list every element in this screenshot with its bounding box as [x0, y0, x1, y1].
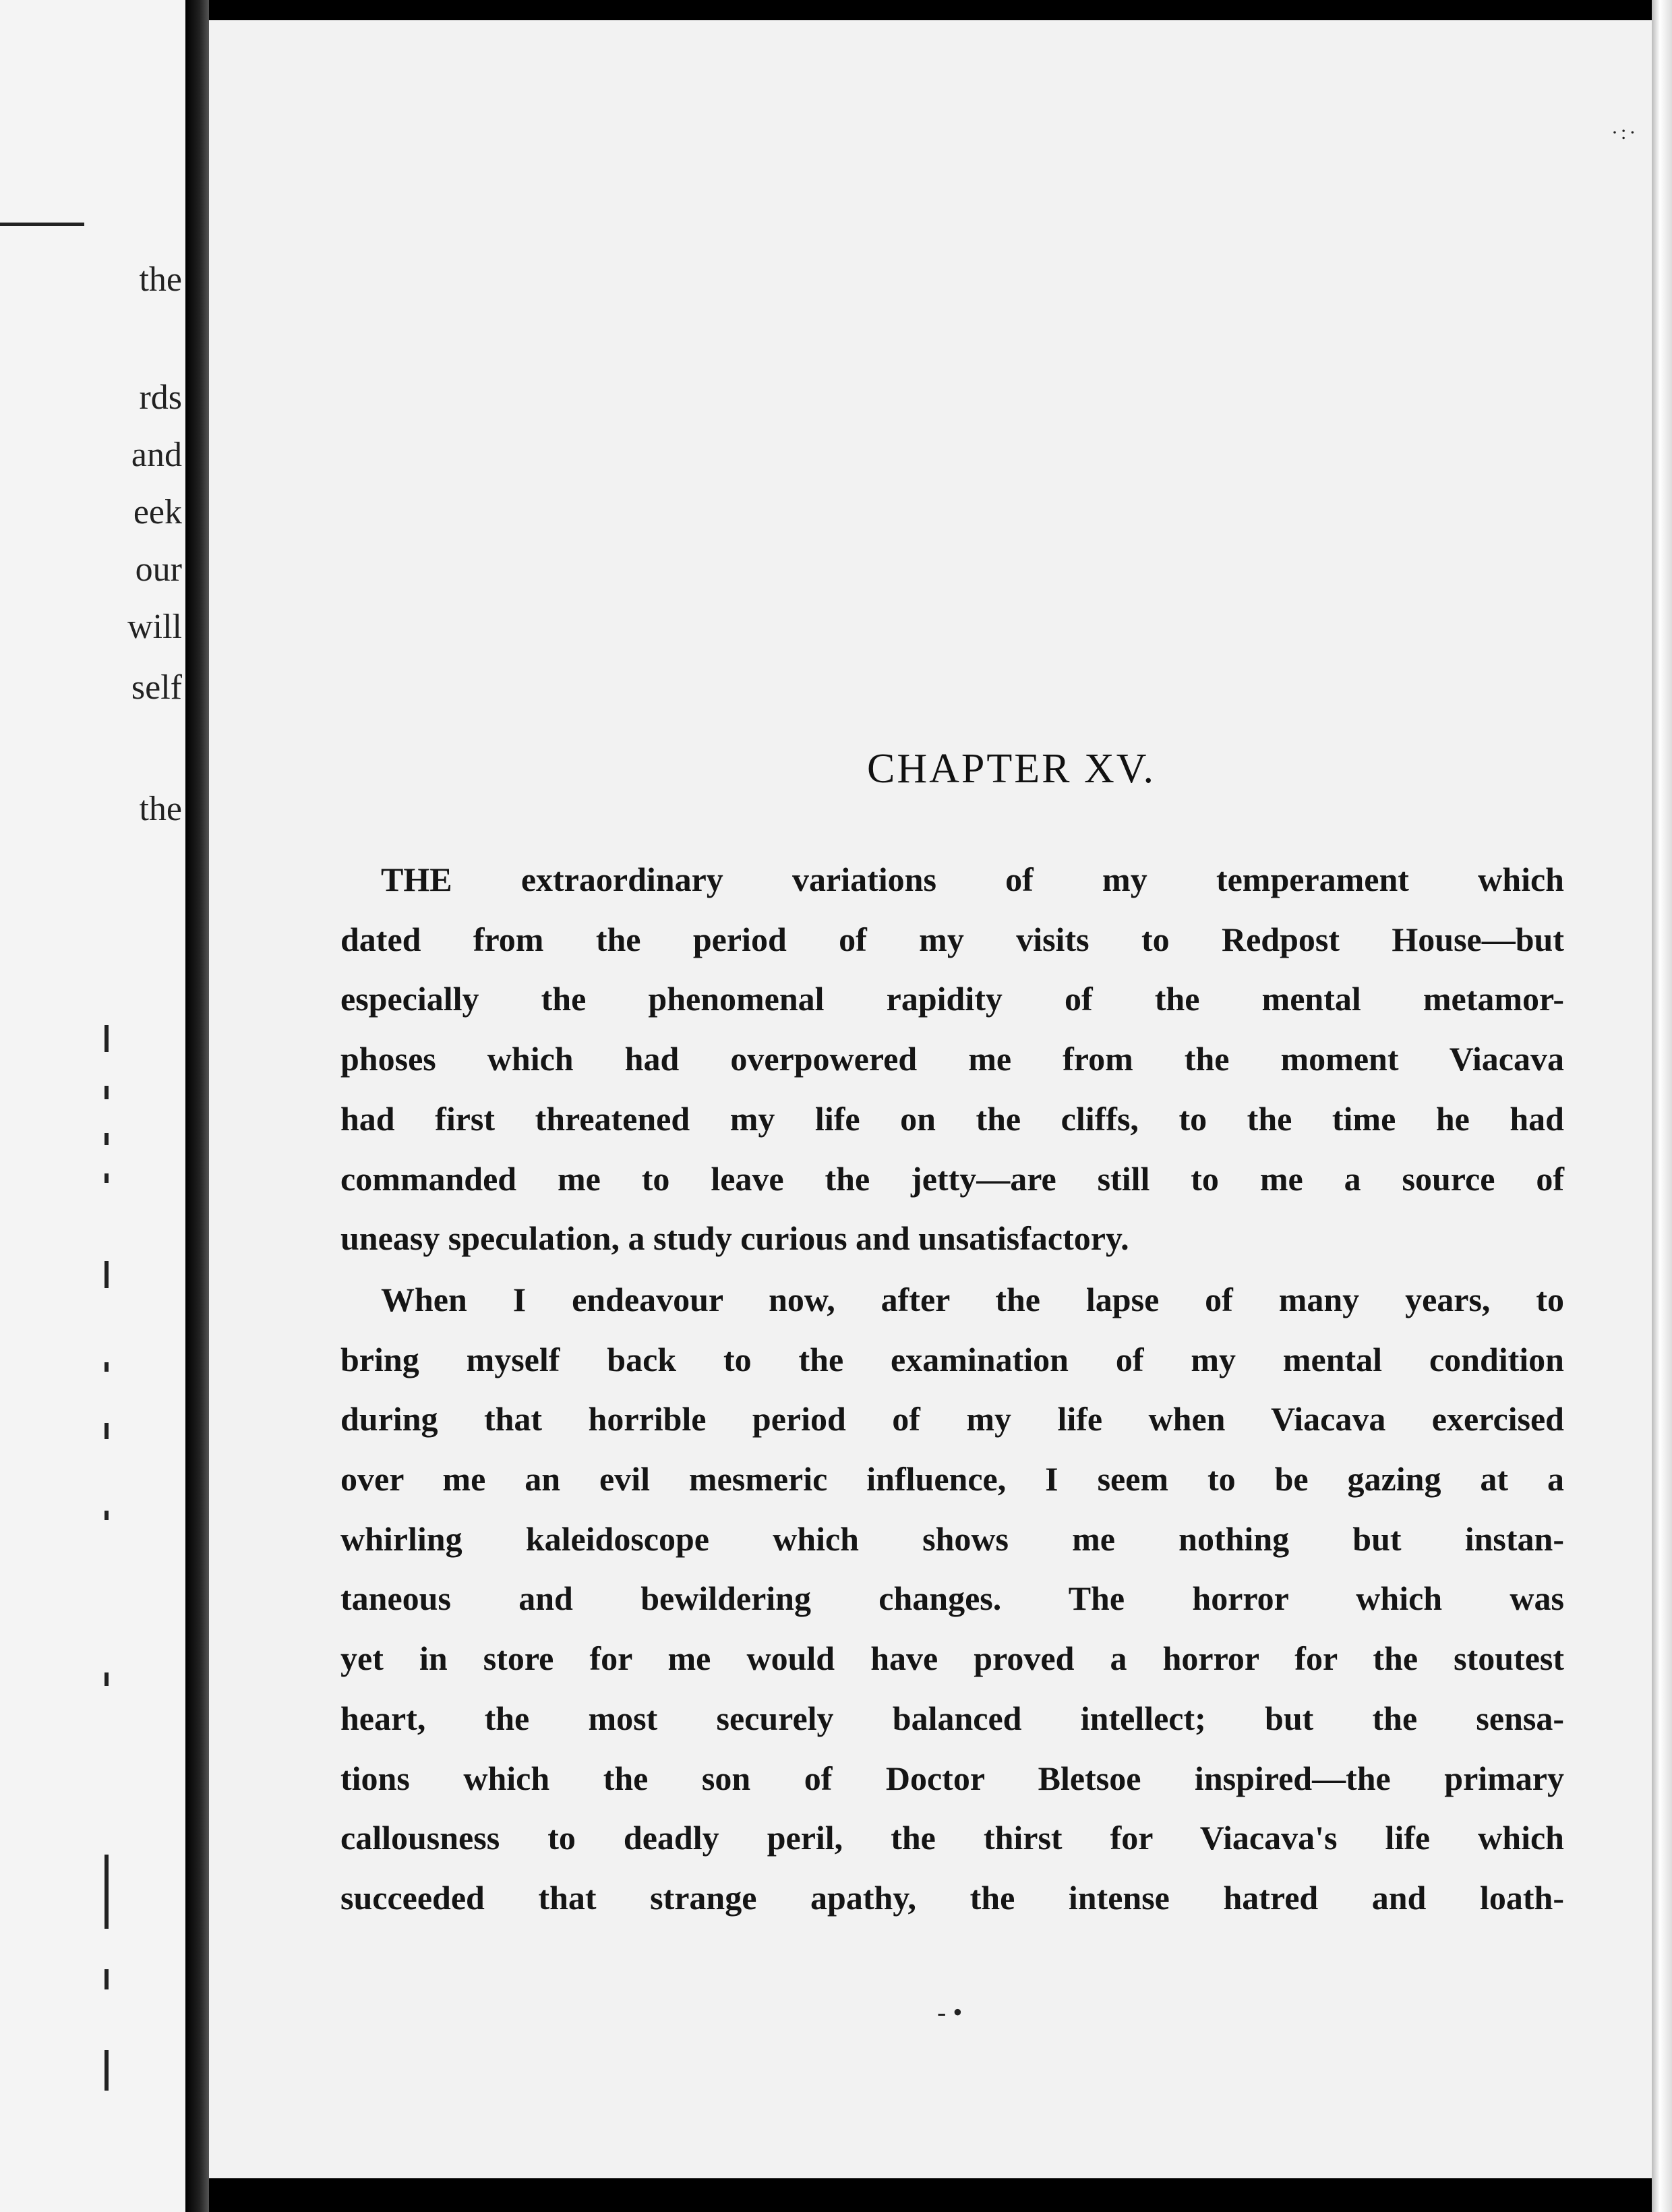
text-line: dated from the period of my visits to Redpost House—but	[340, 920, 1564, 958]
book-page	[209, 20, 1652, 2178]
page-edge	[1652, 0, 1672, 2212]
text-line: When I endeavour now, after the lapse of many years, to	[381, 1280, 1564, 1318]
text-line: heart, the most securely balanced intellect; but the sensa-	[340, 1699, 1564, 1737]
previous-page-fragment: will	[127, 608, 182, 646]
text-line: over me an evil mesmeric influence, I seem to be gazing at a	[340, 1460, 1564, 1498]
footer-marks: - •	[937, 1997, 963, 2027]
previous-page-rule	[0, 223, 84, 226]
paragraph-1	[340, 850, 1564, 1269]
previous-page-fragment: eek	[133, 493, 182, 531]
paragraph-2	[340, 1270, 1564, 1928]
text-line: uneasy speculation, a study curious and unsatisfactory.	[340, 1219, 1129, 1258]
text-line: bring myself back to the examination of my mental condition	[340, 1340, 1564, 1378]
chapter-title: CHAPTER XV.	[866, 746, 1156, 792]
text-line: had first threatened my life on the cliffs, to the time he had	[340, 1099, 1564, 1138]
previous-page-fragment: self	[131, 668, 182, 707]
text-line: succeeded that strange apathy, the intense hatred and loath-	[340, 1878, 1564, 1917]
book-gutter	[185, 0, 209, 2212]
text-line: taneous and bewildering changes. The horror which was	[340, 1579, 1564, 1618]
previous-page-fragment: the	[139, 790, 182, 828]
header-marks: ·:·	[1611, 121, 1639, 144]
text-line: yet in store for me would have proved a horror for the stoutest	[340, 1639, 1564, 1678]
text-line: commanded me to leave the jetty—are still to me a source of	[340, 1159, 1564, 1198]
previous-page-edge	[0, 0, 185, 2212]
previous-page-margin-marks	[104, 1025, 118, 2104]
text-line: phoses which had overpowered me from the moment Viacava	[340, 1040, 1564, 1078]
chapter-body	[340, 850, 1564, 1929]
previous-page-fragment: rds	[139, 378, 182, 417]
text-line: tions which the son of Doctor Bletsoe inspired—the primary	[340, 1759, 1564, 1797]
text-line: during that horrible period of my life when Viacava exercised	[340, 1400, 1564, 1438]
text-line: whirling kaleidoscope which shows me nothing but instan-	[340, 1519, 1564, 1558]
previous-page-fragment: the	[139, 260, 182, 299]
text-line: especially the phenomenal rapidity of the mental metamor-	[340, 980, 1564, 1018]
previous-page-fragment: our	[135, 550, 182, 589]
previous-page-fragment: and	[131, 436, 182, 474]
text-line: callousness to deadly peril, the thirst for Viacava's life which	[340, 1819, 1564, 1857]
text-line: THE extraordinary variations of my temperament which	[381, 861, 1564, 898]
